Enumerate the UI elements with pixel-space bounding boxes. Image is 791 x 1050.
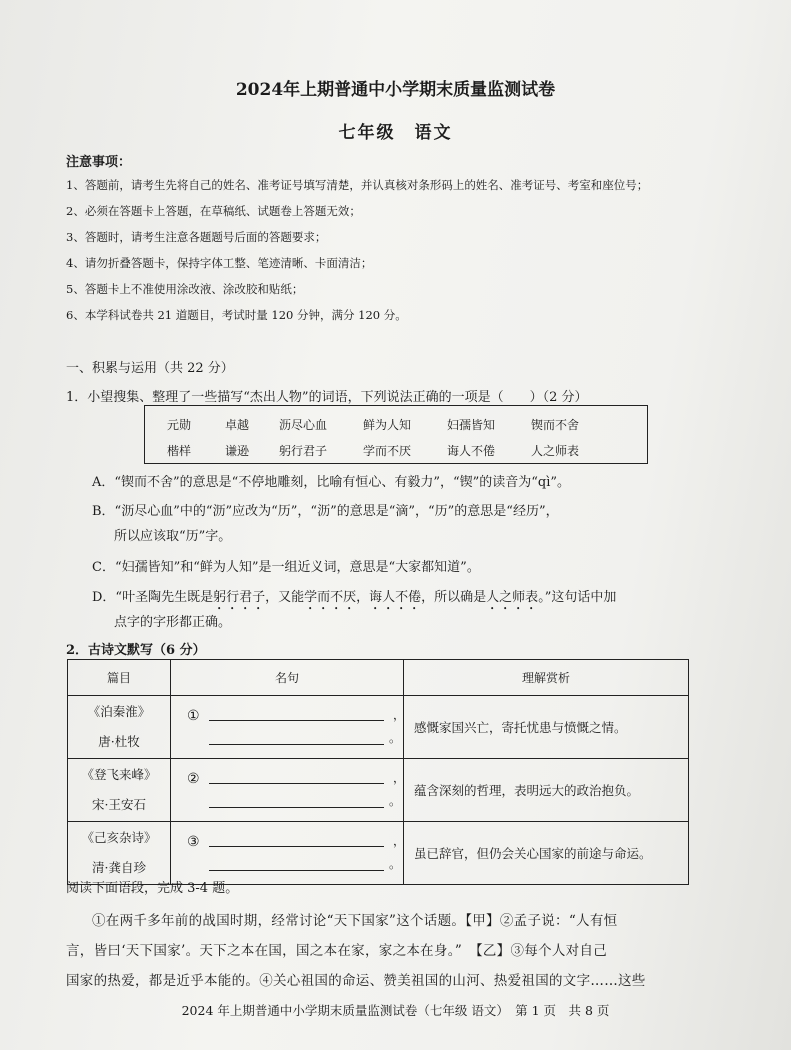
exam-subtitle: 七年级 语文 [338,123,453,143]
option-d-text: ， [356,590,370,605]
word-item: 鲜为人知 [363,418,412,432]
circled-number: ③ [187,834,200,850]
circled-number: ① [187,708,200,724]
reading-line: 言，皆曰‘天下国家’。天下之本在国，国之本在家，家之本在身。” 【乙】③每个人对自己 [66,943,608,959]
poem-table [67,659,689,885]
poem-author: 清·龚自珍 [92,860,146,875]
comma-mark: ， [393,834,406,848]
word-item: 卓越 [225,418,250,432]
page-footer: 2024 年上期普通中小学期末质量监测试卷（七年级 语文） 第 1 页 共 8 页 [181,1003,610,1018]
poem-title-cell [68,759,171,822]
question-1-stem: 1．小望搜集、整理了一些描写“杰出人物”的词语，下列说法正确的一项是（ ）（2 分） [66,390,588,405]
option-d-text: D．“叶圣陶先生既是 [92,590,214,605]
answer-cell [171,696,404,759]
notice-heading: 注意事项： [66,155,132,170]
poem-title: 《登飞来峰》 [81,767,157,782]
column-header: 名句 [171,660,404,696]
option-c: C．“妇孺皆知”和“鲜为人知”是一组近义词，意思是“大家都知道”。 [92,560,480,575]
option-d-text: 。”这句话中加 [538,590,617,605]
column-header: 篇目 [68,660,171,696]
period-mark: 。 [389,794,402,808]
table-header-row [68,660,689,696]
notice-item: 1、答题前，请考生先将自己的姓名、准考证号填写清楚，并认真核对条形码上的姓名、准考证号、考室和座位号； [66,178,649,192]
word-box [144,405,648,464]
notice-item: 2、必须在答题卡上答题，在草稿纸、试题卷上答题无效； [66,204,361,218]
answer-blank[interactable] [209,870,384,871]
option-d [92,586,616,613]
table-row [68,759,689,822]
question-2-stem: 2．古诗文默写（6 分） [66,643,206,658]
word-item: 学而不厌 [363,444,412,458]
section-heading: 一、积累与运用（共 22 分） [66,361,234,376]
dotted-word: 躬行君子 [213,590,266,605]
notice-item: 6、本学科试卷共 21 道题目，考试时量 120 分钟，满分 120 分。 [66,308,407,322]
option-d-continued: 点字的字形都正确。 [114,615,232,630]
answer-blank[interactable] [209,720,384,721]
word-item: 元勋 [167,418,192,432]
option-b-continued: 所以应该取“历”字。 [114,529,232,544]
poem-author: 唐·杜牧 [98,734,140,749]
word-item: 锲而不舍 [531,418,580,432]
exam-title: 2024年上期普通中小学期末质量监测试卷 [235,80,556,100]
poem-title-cell [68,696,171,759]
analysis-cell: 感慨家国兴亡，寄托忧患与愤慨之情。 [404,696,689,759]
word-item: 楷样 [167,444,192,458]
dotted-word: 学而不厌 [304,590,357,605]
word-item: 人之师表 [531,444,580,458]
option-d-text: ，又能 [265,590,305,605]
word-item: 妇孺皆知 [447,418,496,432]
dotted-word: 诲人不倦 [369,590,422,605]
option-d-text: ，所以确是 [421,590,487,605]
poem-title: 《泊秦淮》 [87,704,151,719]
table-row [68,696,689,759]
reading-instruction: 阅读下面语段，完成 3-4 题。 [66,881,239,896]
option-a: A．“锲而不舍”的意思是“不停地雕刻，比喻有恒心、有毅力”，“锲”的读音为“qì”。 [92,475,571,490]
notice-item: 3、答题时，请考生注意各题题号后面的答题要求； [66,230,327,244]
comma-mark: ， [393,708,406,722]
table-row [68,822,689,885]
reading-line: 国家的热爱，都是近乎本能的。④关心祖国的命运、赞美祖国的山河、热爱祖国的文字……这些 [66,973,646,989]
column-header: 理解赏析 [404,660,689,696]
answer-blank[interactable] [209,807,384,808]
poem-title: 《己亥杂诗》 [81,830,157,845]
answer-blank[interactable] [209,744,384,745]
reading-line: ①在两千多年前的战国时期，经常讨论“天下国家”这个话题。【甲】②孟子说：“人有恒 [92,913,618,929]
word-item: 躬行君子 [279,444,328,458]
notice-item: 4、请勿折叠答题卡，保持字体工整、笔迹清晰、卡面清洁； [66,256,373,270]
word-item: 谦逊 [225,444,250,458]
poem-author: 宋·王安石 [92,797,146,812]
word-item: 沥尽心血 [279,418,328,432]
period-mark: 。 [389,731,402,745]
notice-item: 5、答题卡上不准使用涂改液、涂改胶和贴纸； [66,282,304,296]
analysis-cell: 蕴含深刻的哲理，表明远大的政治抱负。 [404,759,689,822]
poem-title-cell [68,822,171,885]
answer-blank[interactable] [209,783,384,784]
circled-number: ② [187,771,200,787]
period-mark: 。 [389,857,402,871]
answer-blank[interactable] [209,846,384,847]
answer-cell [171,822,404,885]
analysis-cell: 虽已辞官，但仍会关心国家的前途与命运。 [404,822,689,885]
option-b: B．“沥尽心血”中的“沥”应改为“历”，“沥”的意思是“滴”，“历”的意思是“经历”， [92,504,559,519]
comma-mark: ， [393,771,406,785]
word-item: 诲人不倦 [447,444,496,458]
answer-cell [171,759,404,822]
dotted-word: 人之师表 [486,590,539,605]
